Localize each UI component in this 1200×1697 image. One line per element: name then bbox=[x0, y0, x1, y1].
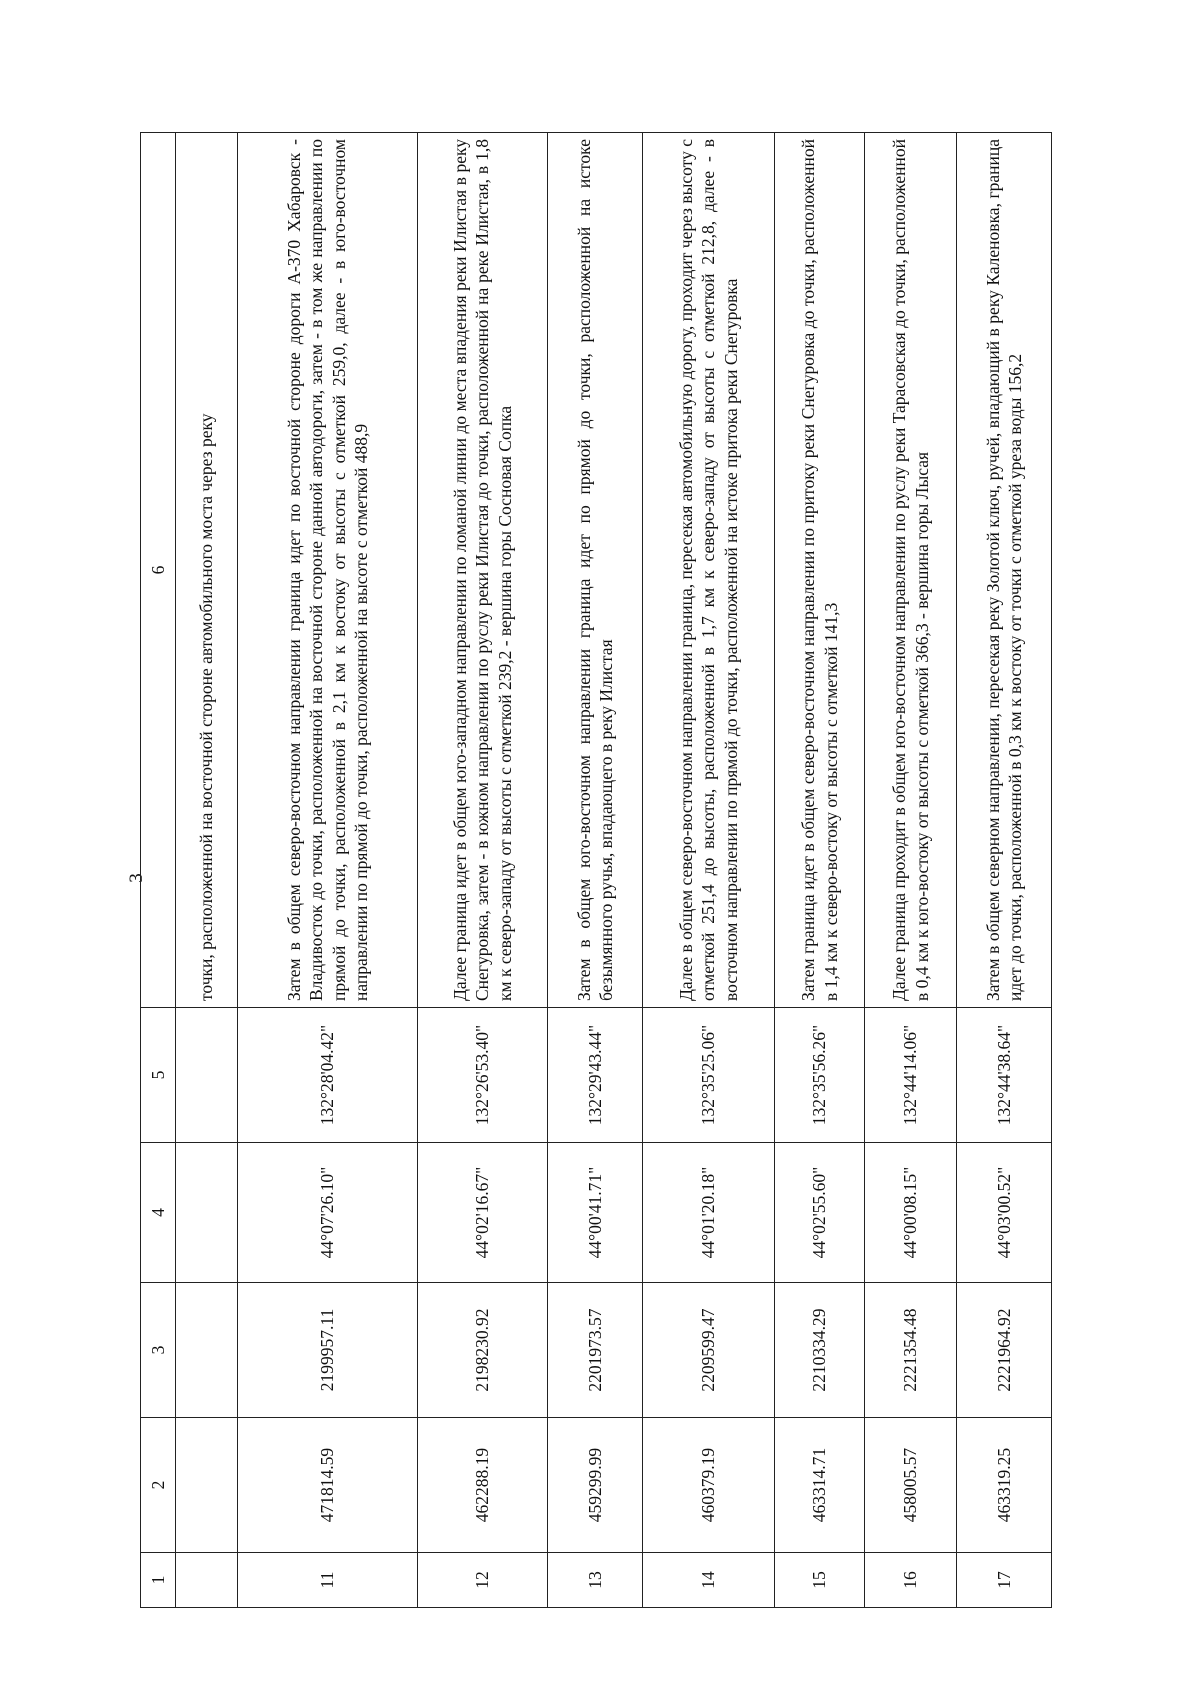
coord-y: 2210334.29 bbox=[775, 1283, 865, 1418]
longitude bbox=[176, 1008, 238, 1143]
latitude: 44°03'00.52" bbox=[957, 1143, 1052, 1283]
latitude: 44°00'41.71" bbox=[548, 1143, 643, 1283]
coord-x: 463314.71 bbox=[775, 1418, 865, 1553]
header-col-1: 1 bbox=[141, 1553, 176, 1608]
table-row bbox=[548, 133, 643, 1608]
longitude: 132°28'04.42" bbox=[238, 1008, 418, 1143]
boundary-description: Затем в общем северном направлении, пересекая реку Золотой ключ, ручей, впадающий в реку Каленовка, граница идет до точки, расположенной в 0,3 км к востоку от точки с отметкой уреза воды 156,2 bbox=[957, 133, 1052, 1008]
table-row bbox=[643, 133, 775, 1608]
table-header-row bbox=[141, 133, 176, 1608]
coord-y: 2221964.92 bbox=[957, 1283, 1052, 1418]
table-row bbox=[957, 133, 1052, 1608]
longitude: 132°26'53.40" bbox=[418, 1008, 548, 1143]
boundary-description: Затем граница идет в общем северо-восточном направлении по притоку реки Снегуровка до точки, расположенной в 1,4 км к северо-востоку от высоты с отметкой 141,3 bbox=[775, 133, 865, 1008]
boundary-description: Далее граница идет в общем юго-западном направлении по ломаной линии до места впадения реки Илистая в реку Снегуровка, затем - в южном направлении по руслу реки Илистая до точки, расположенной на реке Илистая, в 1,8 км к северо-западу от высоты с отметкой 239,2 - вершина горы Сосновая Сопка bbox=[418, 133, 548, 1008]
point-number: 11 bbox=[238, 1553, 418, 1608]
boundary-description: Далее в общем северо-восточном направлении граница, пересекая автомобильную дорогу, проходит через высоту с отметкой 251,4 до высоты, расположенной в 1,7 км к северо-западу от высоты с отметкой 212,8, далее - в восточном направлении по прямой до точки, расположенной на истоке притока реки Снегуровка bbox=[643, 133, 775, 1008]
boundary-table-rotated bbox=[140, 133, 1055, 1608]
coord-x: 460379.19 bbox=[643, 1418, 775, 1553]
boundary-description: точки, расположенной на восточной стороне автомобильного моста через реку bbox=[176, 133, 238, 1008]
latitude: 44°07'26.10" bbox=[238, 1143, 418, 1283]
table-row bbox=[176, 133, 238, 1608]
longitude: 132°35'25.06" bbox=[643, 1008, 775, 1143]
latitude: 44°00'08.15" bbox=[865, 1143, 957, 1283]
page-number: 3 bbox=[126, 873, 147, 883]
boundary-description: Затем в общем северо-восточном направлении граница идет по восточной стороне дороги А-370 Хабаровск - Владивосток до точки, расположенной на восточной стороне данной автодороги, затем - в том же направлении по прямой до точки, расположенной в 2,1 км к востоку от высоты с отметкой 259,0, далее - в юго-восточном направлении по прямой до точки, расположенной на высоте с отметкой 488,9 bbox=[238, 133, 418, 1008]
point-number: 13 bbox=[548, 1553, 643, 1608]
coord-x: 458005.57 bbox=[865, 1418, 957, 1553]
coord-x: 462288.19 bbox=[418, 1418, 548, 1553]
coord-x bbox=[176, 1418, 238, 1553]
latitude: 44°02'16.67" bbox=[418, 1143, 548, 1283]
coord-y: 2201973.57 bbox=[548, 1283, 643, 1418]
coord-y: 2221354.48 bbox=[865, 1283, 957, 1418]
header-col-4: 4 bbox=[141, 1143, 176, 1283]
point-number: 16 bbox=[865, 1553, 957, 1608]
header-col-5: 5 bbox=[141, 1008, 176, 1143]
header-col-2: 2 bbox=[141, 1418, 176, 1553]
coord-y bbox=[176, 1283, 238, 1418]
longitude: 132°29'43.44" bbox=[548, 1008, 643, 1143]
point-number: 12 bbox=[418, 1553, 548, 1608]
boundary-description: Затем в общем юго-восточном направлении граница идет по прямой до точки, расположенной на истоке безымянного ручья, впадающего в реку Илистая bbox=[548, 133, 643, 1008]
boundary-description: Далее граница проходит в общем юго-восточном направлении по руслу реки Тарасовская до точки, расположенной в 0,4 км к юго-востоку от высоты с отметкой 366,3 - вершина горы Лысая bbox=[865, 133, 957, 1008]
table-row bbox=[418, 133, 548, 1608]
table-row bbox=[865, 133, 957, 1608]
coord-y: 2198230.92 bbox=[418, 1283, 548, 1418]
longitude: 132°44'14.06" bbox=[865, 1008, 957, 1143]
latitude: 44°01'20.18" bbox=[643, 1143, 775, 1283]
header-col-3: 3 bbox=[141, 1283, 176, 1418]
boundary-table bbox=[140, 132, 1052, 1608]
latitude: 44°02'55.60" bbox=[775, 1143, 865, 1283]
coord-y: 2199957.11 bbox=[238, 1283, 418, 1418]
table-row bbox=[238, 133, 418, 1608]
point-number: 15 bbox=[775, 1553, 865, 1608]
table-row bbox=[775, 133, 865, 1608]
latitude bbox=[176, 1143, 238, 1283]
longitude: 132°35'56.26" bbox=[775, 1008, 865, 1143]
coord-y: 2209599.47 bbox=[643, 1283, 775, 1418]
coord-x: 463319.25 bbox=[957, 1418, 1052, 1553]
coord-x: 471814.59 bbox=[238, 1418, 418, 1553]
longitude: 132°44'38.64" bbox=[957, 1008, 1052, 1143]
header-col-6: 6 bbox=[141, 133, 176, 1008]
point-number: 17 bbox=[957, 1553, 1052, 1608]
point-number bbox=[176, 1553, 238, 1608]
coord-x: 459299.99 bbox=[548, 1418, 643, 1553]
point-number: 14 bbox=[643, 1553, 775, 1608]
